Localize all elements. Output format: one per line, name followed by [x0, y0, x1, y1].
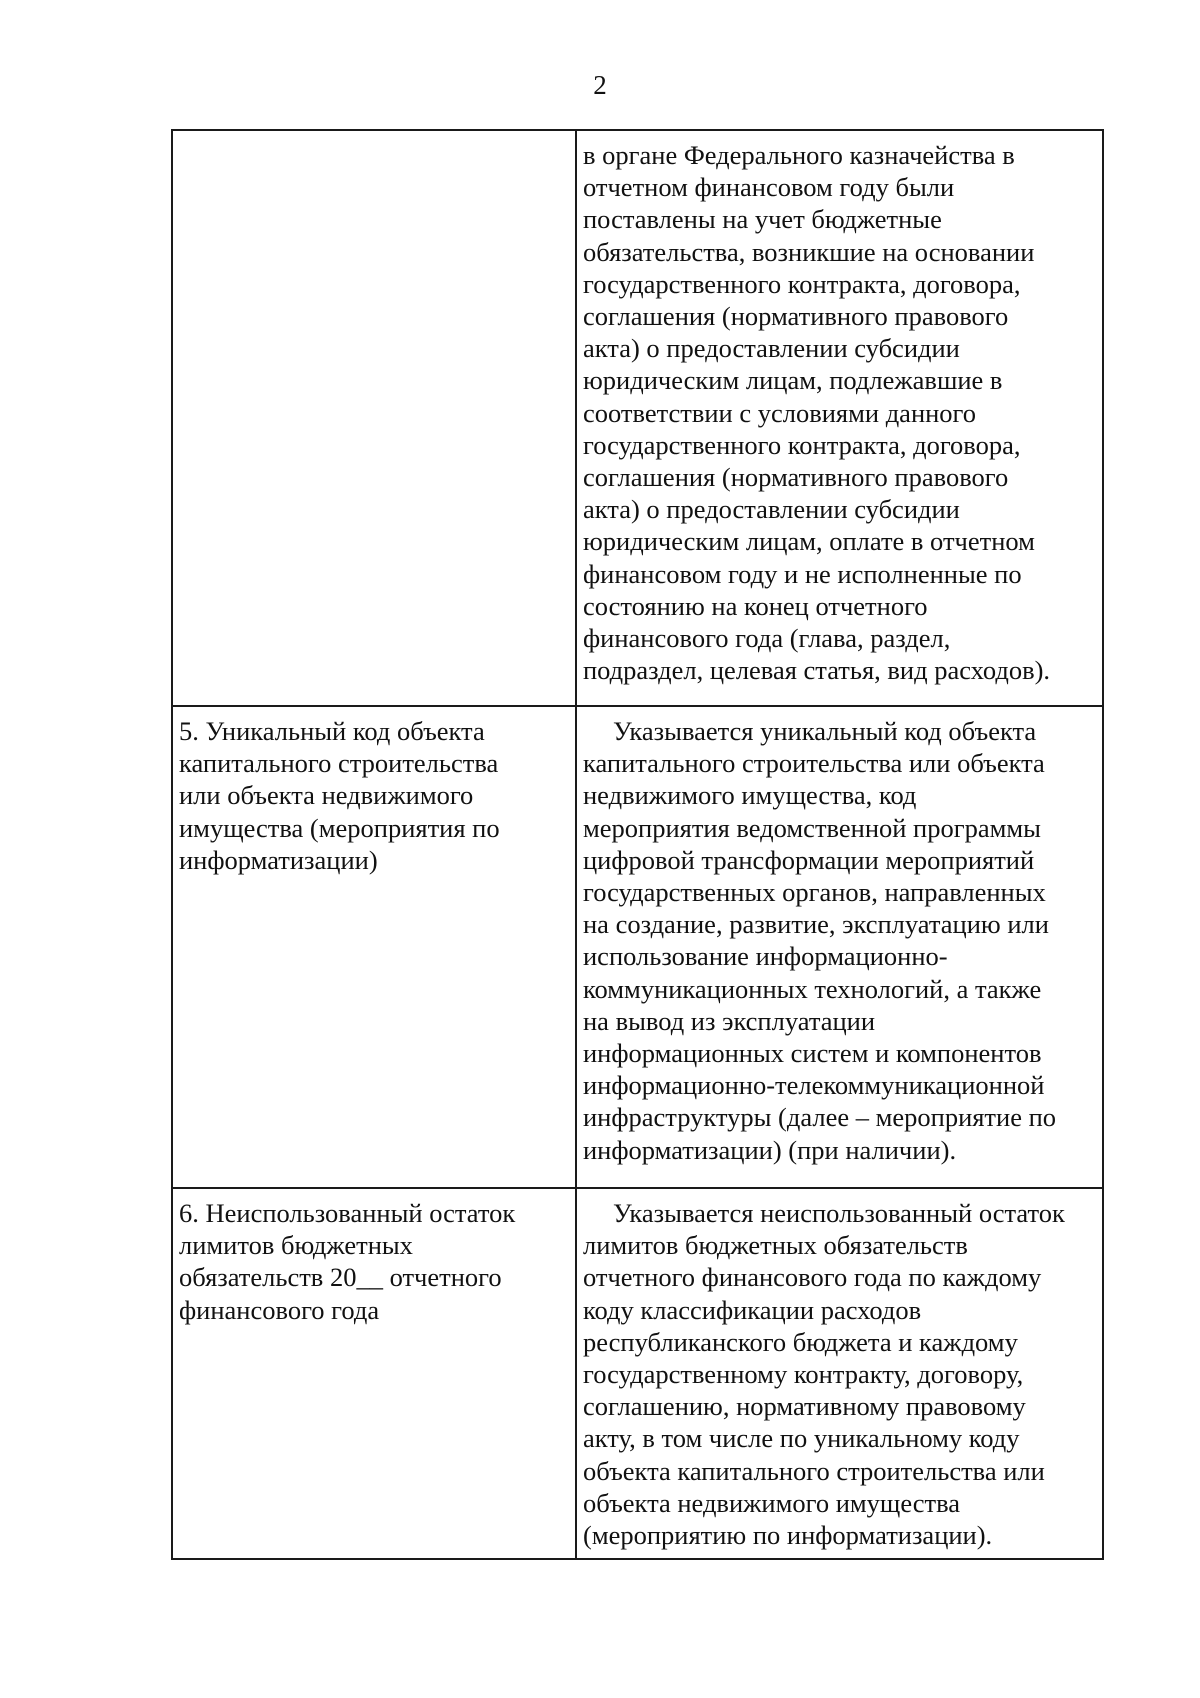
description-line: государственных органов, направленных	[583, 877, 1046, 908]
description-line: Указывается неиспользованный остаток	[613, 1198, 1065, 1228]
label-line: имущества (мероприятия по	[179, 812, 500, 843]
label-line: 5. Уникальный код объекта	[179, 716, 485, 746]
row-label-cell	[172, 130, 576, 706]
description-line: капитального строительства или объекта	[583, 748, 1045, 779]
label-line: или объекта недвижимого	[179, 780, 474, 811]
description-line: информатизации) (при наличии).	[583, 1134, 957, 1165]
row-description-cell	[576, 130, 1103, 706]
description-line: государственного контракта, договора,	[583, 429, 1021, 460]
description-line: коммуникационных технологий, а также	[583, 973, 1042, 1004]
description-line: акта) о предоставлении субсидии	[583, 494, 960, 525]
description-line: Указывается уникальный код объекта	[613, 716, 1037, 746]
label-line: обязательств 20__ отчетного	[179, 1262, 502, 1293]
description-line: юридическим лицам, подлежавшие в	[583, 365, 1003, 396]
label-line: 6. Неиспользованный остаток	[179, 1198, 516, 1228]
description-line: соглашения (нормативного правового	[583, 301, 1009, 332]
table-row	[172, 1188, 1103, 1559]
description-line: финансового года (глава, раздел,	[583, 623, 951, 654]
description-line: обязательства, возникшие на основании	[583, 236, 1035, 267]
description-line: соответствии с условиями данного	[583, 397, 977, 428]
row-description-cell	[576, 706, 1103, 1188]
description-line: акту, в том числе по уникальному коду	[583, 1423, 1020, 1454]
page-number: 2	[593, 70, 607, 100]
label-line: капитального строительства	[179, 748, 499, 779]
description-line: лимитов бюджетных обязательств	[583, 1230, 968, 1261]
description-line: государственному контракту, договору,	[583, 1359, 1024, 1390]
description-line: финансовом году и не исполненные по	[583, 558, 1022, 589]
description-line: отчетном финансовом году были	[583, 172, 955, 203]
description-line: объекта капитального строительства или	[583, 1455, 1045, 1486]
description-line: соглашения (нормативного правового	[583, 462, 1009, 493]
description-line: информационно-телекоммуникационной	[583, 1070, 1045, 1101]
row-label-cell	[172, 1188, 576, 1559]
label-line: лимитов бюджетных	[179, 1230, 413, 1261]
description-line: недвижимого имущества, код	[583, 780, 917, 811]
description-line: республиканского бюджета и каждому	[583, 1326, 1018, 1357]
description-line: информационных систем и компонентов	[583, 1038, 1042, 1069]
row-label-cell	[172, 706, 576, 1188]
row-description-cell	[576, 1188, 1103, 1559]
description-line: в органе Федерального казначейства в	[583, 140, 1015, 170]
description-line: акта) о предоставлении субсидии	[583, 333, 960, 364]
description-line: государственного контракта, договора,	[583, 268, 1021, 299]
label-line: информатизации)	[179, 844, 378, 875]
label-line: финансового года	[179, 1294, 380, 1325]
description-line: соглашению, нормативному правовому	[583, 1391, 1026, 1422]
description-line: поставлены на учет бюджетные	[583, 204, 942, 235]
description-line: отчетного финансового года по каждому	[583, 1262, 1042, 1293]
table-row	[172, 130, 1103, 706]
description-line: использование информационно-	[583, 941, 948, 972]
table-row	[172, 706, 1103, 1188]
description-line: на создание, развитие, эксплуатацию или	[583, 909, 1049, 940]
description-line: инфраструктуры (далее – мероприятие по	[583, 1102, 1057, 1133]
description-line: коду классификации расходов	[583, 1294, 922, 1325]
description-line: на вывод из эксплуатации	[583, 1005, 876, 1036]
description-line: объекта недвижимого имущества	[583, 1487, 961, 1518]
description-line: мероприятия ведомственной программы	[583, 812, 1041, 843]
description-line: цифровой трансформации мероприятий	[583, 844, 1035, 875]
description-line: (мероприятию по информатизации).	[583, 1520, 993, 1551]
description-line: подраздел, целевая статья, вид расходов).	[583, 655, 1051, 686]
description-line: состоянию на конец отчетного	[583, 590, 928, 621]
description-line: юридическим лицам, оплате в отчетном	[583, 526, 1035, 557]
document-table	[171, 129, 1104, 1560]
